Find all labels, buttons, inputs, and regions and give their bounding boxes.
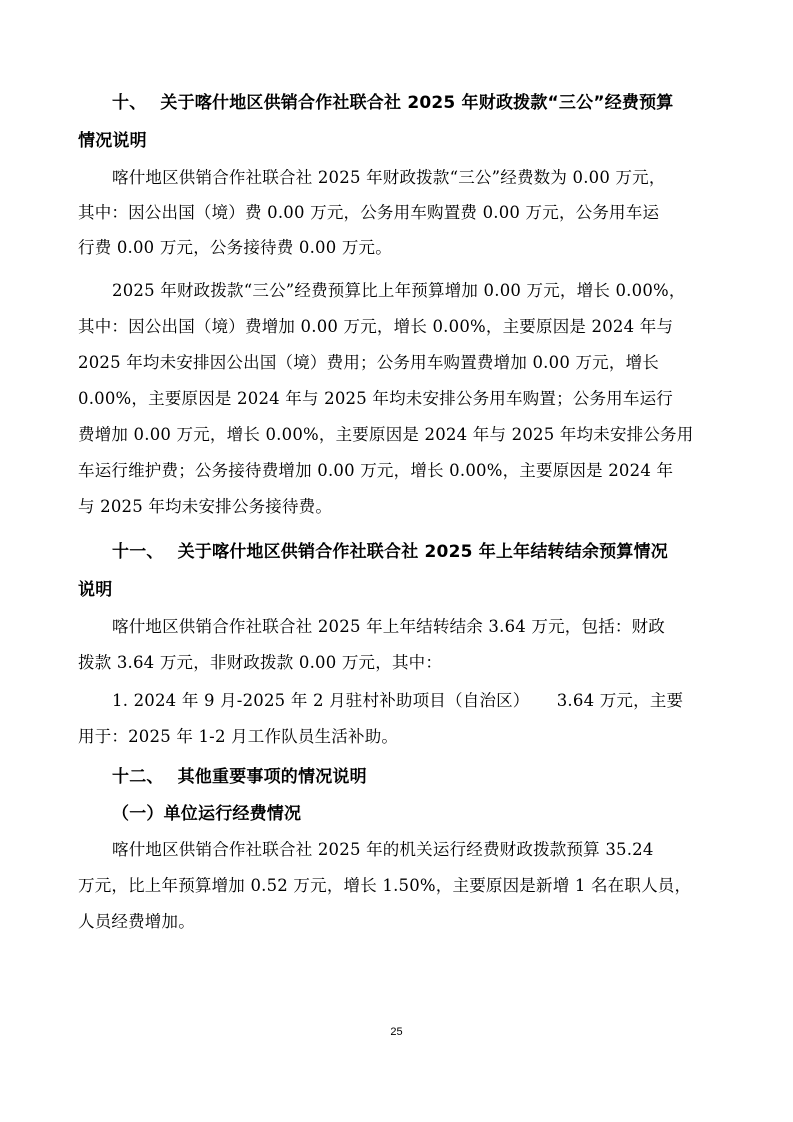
- section-10-para2-line1: 2025 年财政拨款“三公”经费预算比上年预算增加 0.00 万元，增长 0.00%，: [112, 281, 686, 300]
- section-12-para1-line3: 人员经费增加。: [78, 912, 195, 931]
- section-10-number: 十、: [112, 93, 147, 113]
- section-10-title-line1: 关于喀什地区供销合作社联合社 2025 年财政拨款“三公”经费预算: [160, 93, 674, 113]
- section-10-title-line2: 情况说明: [78, 131, 147, 151]
- section-10-para2-line7: 与 2025 年均未安排公务接待费。: [78, 497, 333, 516]
- section-11-title-line2: 说明: [78, 580, 113, 600]
- section-10-para1-line2: 其中：因公出国（境）费 0.00 万元，公务用车购置费 0.00 万元，公务用车运: [78, 203, 660, 222]
- section-10-para2-line2: 其中：因公出国（境）费增加 0.00 万元，增长 0.00%，主要原因是 2024 年与: [78, 317, 674, 336]
- section-11-number: 十一、: [112, 542, 164, 562]
- section-10-heading: [112, 88, 674, 113]
- section-12-title: 其他重要事项的情况说明: [177, 767, 367, 787]
- section-12-para1-line1: 喀什地区供销合作社联合社 2025 年的机关运行经费财政拨款预算 35.24: [112, 840, 654, 859]
- section-10-para1-line1: 喀什地区供销合作社联合社 2025 年财政拨款“三公”经费数为 0.00 万元，: [112, 168, 666, 187]
- section-12-heading: [112, 762, 367, 787]
- section-11-heading: [112, 537, 668, 562]
- section-10-para2-line4: 0.00%，主要原因是 2024 年与 2025 年均未安排公务用车购置；公务用车运行: [78, 389, 673, 408]
- section-10-para2-line3: 2025 年均未安排因公出国（境）费用；公务用车购置费增加 0.00 万元，增长: [78, 353, 659, 372]
- section-11-para1-line2: 拨款 3.64 万元，非财政拨款 0.00 万元，其中：: [78, 653, 443, 672]
- section-10-para2-line5: 费增加 0.00 万元，增长 0.00%，主要原因是 2024 年与 2025 年均未安排公务用: [78, 425, 694, 444]
- section-11-title-line1: 关于喀什地区供销合作社联合社 2025 年上年结转结余预算情况: [177, 542, 668, 562]
- section-12-number: 十二、: [112, 767, 164, 787]
- section-10-para1-line3: 行费 0.00 万元，公务接待费 0.00 万元。: [78, 238, 392, 257]
- section-12-subheading: （一）单位运行经费情况: [112, 804, 302, 824]
- section-10-para2-line6: 车运行维护费；公务接待费增加 0.00 万元，增长 0.00%，主要原因是 2024 年: [78, 461, 674, 480]
- section-12-para1-line2: 万元，比上年预算增加 0.52 万元，增长 1.50%，主要原因是新增 1 名在职人员，: [78, 876, 692, 895]
- section-11-para2-line2: 用于：2025 年 1-2 月工作队员生活补助。: [78, 727, 399, 746]
- section-11-para1-line1: 喀什地区供销合作社联合社 2025 年上年结转结余 3.64 万元，包括：财政: [112, 617, 666, 636]
- page-number: 25: [390, 1026, 403, 1038]
- section-11-para2-line1: 1. 2024 年 9 月-2025 年 2 月驻村补助项目（自治区） 3.64 万元，主要: [112, 691, 684, 710]
